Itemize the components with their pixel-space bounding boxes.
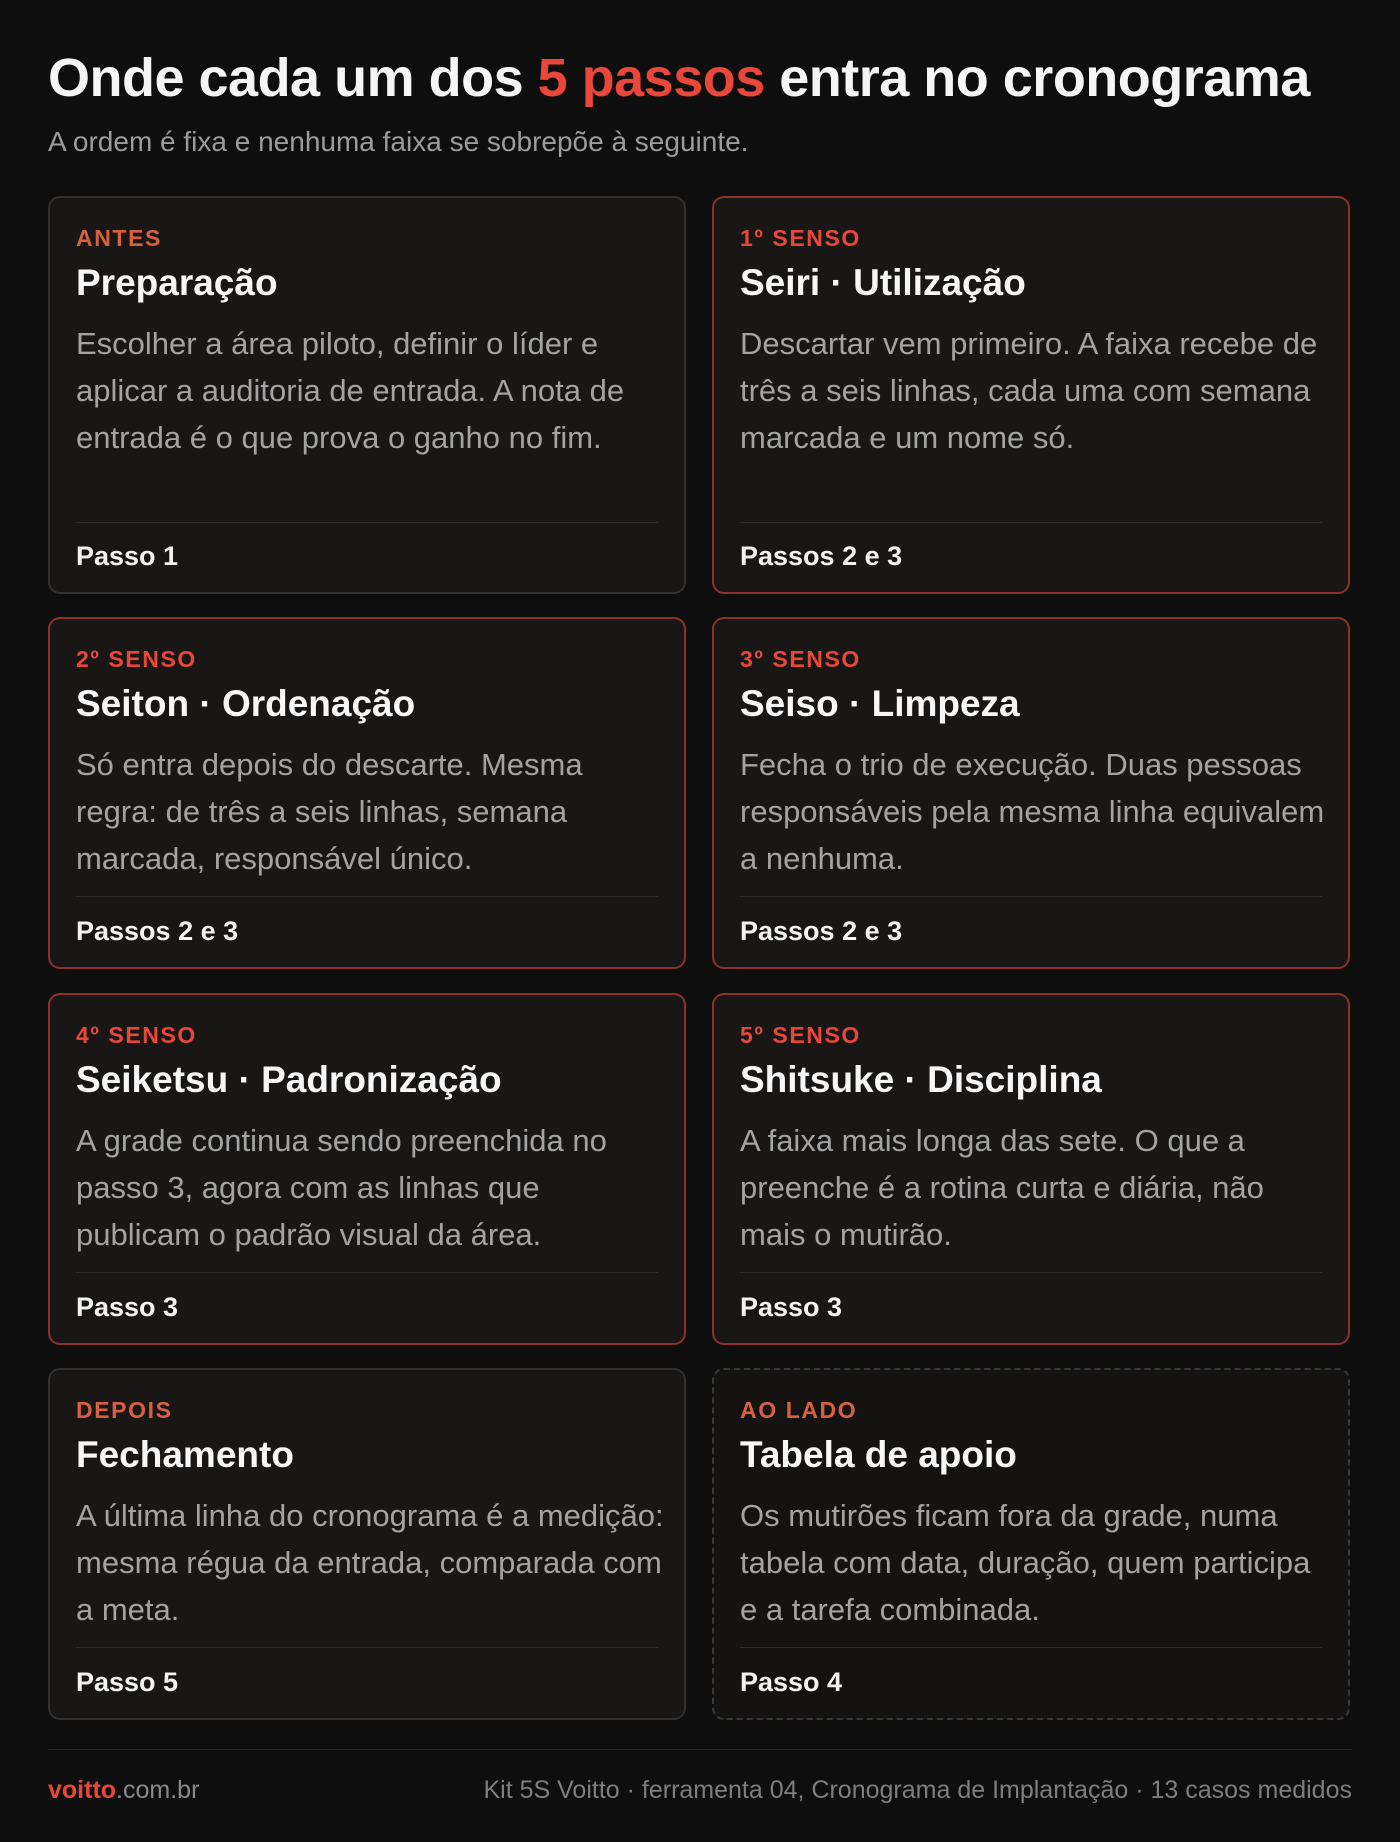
card-title: Seiso · Limpeza (740, 683, 1020, 724)
title-accent: 5 passos (537, 48, 765, 108)
card-step: Passo 4 (740, 1667, 843, 1697)
card-fechamento (48, 1368, 686, 1720)
card-divider (76, 896, 658, 897)
card-divider (740, 522, 1322, 523)
card-description: A grade continua sendo preenchida no passo 3, agora com as linhas que publicam o padrão visual da área. (76, 1123, 607, 1252)
card-tag: 1º SENSO (740, 225, 861, 251)
card-seiton (48, 617, 686, 969)
card-description: Escolher a área piloto, definir o líder e aplicar a auditoria de entrada. A nota de entrada é o que prova o ganho no fim. (76, 326, 625, 455)
card-title: Seiri · Utilização (740, 262, 1026, 303)
card-divider (740, 1647, 1322, 1648)
footer-divider (48, 1749, 1352, 1750)
footer-brand: voitto (48, 1776, 117, 1804)
card-description: A faixa mais longa das sete. O que a preenche é a rotina curta e diária, não mais o mutirão. (740, 1123, 1264, 1252)
card-divider (76, 1272, 658, 1273)
title-suffix: entra no cronograma (764, 48, 1310, 108)
card-description: Os mutirões ficam fora da grade, numa tabela com data, duração, quem participa e a tarefa combinada. (740, 1498, 1311, 1627)
footer-site-link[interactable] (48, 1775, 199, 1805)
card-description: A última linha do cronograma é a medição: mesma régua da entrada, comparada com a meta. (76, 1498, 664, 1627)
card-step: Passo 1 (76, 541, 179, 571)
card-seiri (712, 196, 1350, 594)
card-description: Descartar vem primeiro. A faixa recebe de três a seis linhas, cada uma com semana marcada e um nome só. (740, 326, 1318, 455)
card-step: Passos 2 e 3 (740, 541, 903, 571)
card-title: Fechamento (76, 1434, 294, 1475)
card-preparacao (48, 196, 686, 594)
card-title: Seiketsu · Padronização (76, 1059, 502, 1100)
card-step: Passos 2 e 3 (76, 916, 239, 946)
footer-source: Kit 5S Voitto · ferramenta 04, Cronograma de Implantação · 13 casos medidos (483, 1776, 1352, 1804)
card-step: Passos 2 e 3 (740, 916, 903, 946)
card-tabela-apoio (712, 1368, 1350, 1720)
card-divider (740, 896, 1322, 897)
card-tag: 5º SENSO (740, 1022, 861, 1048)
card-title: Shitsuke · Disciplina (740, 1059, 1102, 1100)
card-step: Passo 5 (76, 1667, 179, 1697)
card-step: Passo 3 (76, 1292, 179, 1322)
card-description: Só entra depois do descarte. Mesma regra: de três a seis linhas, semana marcada, responsável único. (76, 747, 583, 876)
card-tag: 4º SENSO (76, 1022, 197, 1048)
page-title (48, 46, 1352, 110)
card-description: Fecha o trio de execução. Duas pessoas responsáveis pela mesma linha equivalem a nenhuma. (740, 747, 1325, 876)
card-tag: DEPOIS (76, 1397, 173, 1423)
card-divider (76, 1647, 658, 1648)
card-divider (740, 1272, 1322, 1273)
card-title: Seiton · Ordenação (76, 683, 416, 724)
card-seiso (712, 617, 1350, 969)
card-title: Tabela de apoio (740, 1434, 1017, 1475)
card-step: Passo 3 (740, 1292, 843, 1322)
card-divider (76, 522, 658, 523)
card-title: Preparação (76, 262, 278, 303)
card-tag: 3º SENSO (740, 646, 861, 672)
page-subtitle: A ordem é fixa e nenhuma faixa se sobrepõe à seguinte. (48, 126, 749, 157)
card-tag: ANTES (76, 225, 162, 251)
card-shitsuke (712, 993, 1350, 1345)
title-prefix: Onde cada um dos (48, 48, 538, 108)
footer-domain: .com.br (116, 1776, 200, 1804)
card-tag: AO LADO (740, 1397, 858, 1423)
card-seiketsu (48, 993, 686, 1345)
card-tag: 2º SENSO (76, 646, 197, 672)
